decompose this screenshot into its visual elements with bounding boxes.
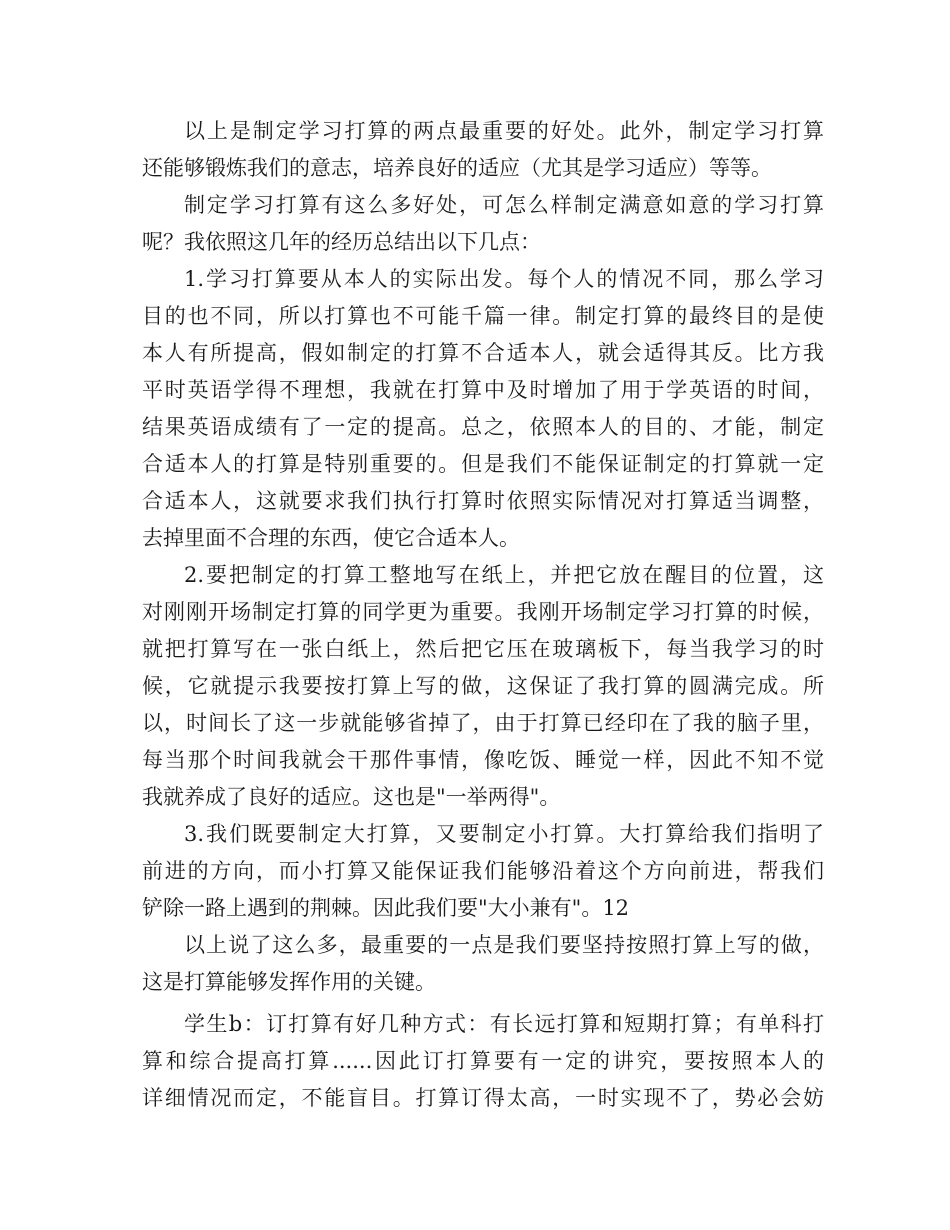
paragraph-line: 算和综合提高打算......因此订打算要有一定的讲究，要按照本人的 xyxy=(142,1049,824,1073)
list-item-line: 目的也不同，所以打算也不可能千篇一律。制定打算的最终目的是使 xyxy=(142,304,824,328)
list-item-line: 铲除一路上遇到的荆棘。因此我们要"大小兼有"。12 xyxy=(142,896,630,920)
list-item-line: 本人有所提高，假如制定的打算不合适本人，就会适得其反。比方我 xyxy=(142,341,824,365)
list-item-line: 2.要把制定的打算工整地写在纸上，并把它放在醒目的位置，这 xyxy=(184,563,824,587)
list-item-line: 平时英语学得不理想，我就在打算中及时增加了用于学英语的时间， xyxy=(142,378,824,402)
list-item-line: 我就养成了良好的适应。这也是"一举两得"。 xyxy=(142,785,561,809)
list-item-line: 3.我们既要制定大打算，又要制定小打算。大打算给我们指明了 xyxy=(184,822,824,846)
list-item-line: 前进的方向，而小打算又能保证我们能够沿着这个方向前进，帮我们 xyxy=(142,859,824,883)
list-item-line: 以，时间长了这一步就能够省掉了，由于打算已经印在了我的脑子里， xyxy=(142,711,824,735)
list-item-line: 候，它就提示我要按打算上写的做，这保证了我打算的圆满完成。所 xyxy=(142,674,824,698)
paragraph-line: 以上是制定学习打算的两点最重要的好处。此外，制定学习打算 xyxy=(184,119,824,143)
list-item-line: 结果英语成绩有了一定的提高。总之，依照本人的目的、才能，制定 xyxy=(142,415,824,439)
list-item-line: 每当那个时间我就会干那件事情，像吃饭、睡觉一样，因此不知不觉 xyxy=(142,748,824,772)
paragraph-line: 以上说了这么多，最重要的一点是我们要坚持按照打算上写的做， xyxy=(184,933,824,957)
paragraph-line: 还能够锻炼我们的意志，培养良好的适应（尤其是学习适应）等等。 xyxy=(142,156,772,180)
list-item-line: 1.学习打算要从本人的实际出发。每个人的情况不同，那么学习 xyxy=(184,267,824,291)
paragraph-line: 呢？我依照这几年的经历总结出以下几点： xyxy=(142,230,541,254)
list-item-line: 合适本人，这就要求我们执行打算时依照实际情况对打算适当调整， xyxy=(142,489,824,513)
paragraph-line: 这是打算能够发挥作用的关键。 xyxy=(142,970,436,994)
list-item-line: 去掉里面不合理的东西，使它合适本人。 xyxy=(142,526,520,550)
list-item-line: 合适本人的打算是特别重要的。但是我们不能保证制定的打算就一定 xyxy=(142,452,824,476)
paragraph-line: 学生b：订打算有好几种方式：有长远打算和短期打算；有单科打 xyxy=(184,1012,824,1036)
paragraph-line: 详细情况而定，不能盲目。打算订得太高，一时实现不了，势必会妨 xyxy=(142,1086,824,1110)
list-item-line: 就把打算写在一张白纸上，然后把它压在玻璃板下，每当我学习的时 xyxy=(142,637,824,661)
list-item-line: 对刚刚开场制定打算的同学更为重要。我刚开场制定学习打算的时候， xyxy=(142,600,824,624)
paragraph-line: 制定学习打算有这么多好处，可怎么样制定满意如意的学习打算 xyxy=(184,193,824,217)
document-body xyxy=(142,113,824,1117)
